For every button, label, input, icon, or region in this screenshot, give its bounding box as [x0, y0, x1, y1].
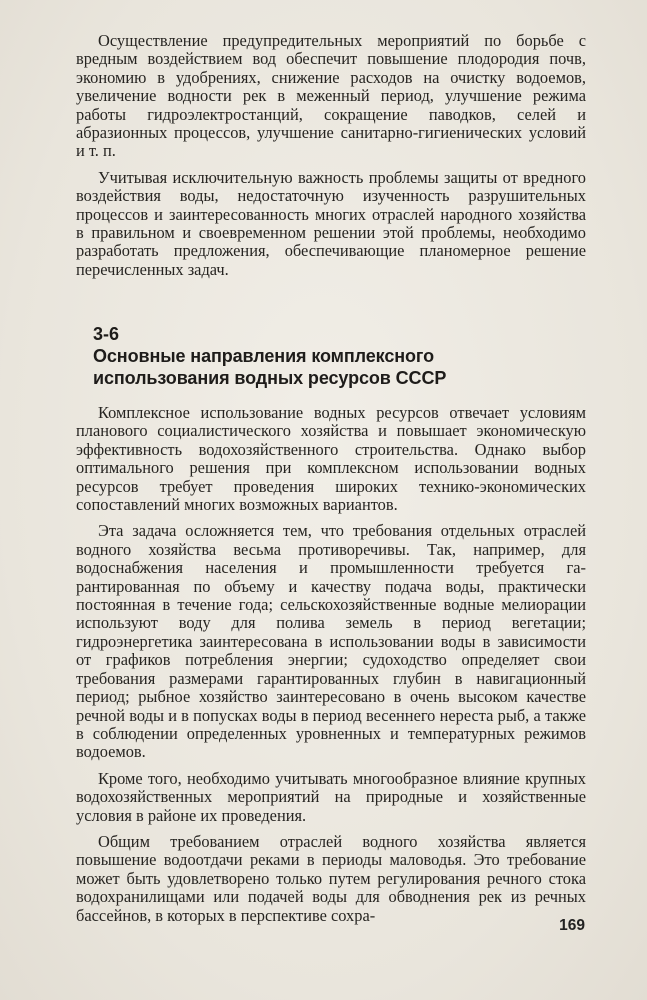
- section-heading: [93, 323, 573, 389]
- page-number: 169: [559, 917, 585, 934]
- section-title-line-1: Основные направления комплексного: [93, 346, 434, 366]
- section-number: 3-6: [93, 324, 120, 344]
- paragraph-contradictory-requirements: Эта задача осложняется тем, что требования отдельных отраслей водного хозяйства весьма противоречивы. Так, например, для водоснабжения населения и промышленности требуется гарантированная по объему и качеству подача воды, практически постоянная в течение года; сельскохозяйственные водные мелиорации используют воду для полива земель в период вегетации; гидроэнергетика заинтересована в использовании воды в зависимости от графиков потребления энергии; судоходство определяет свои требования размерами гарантированных глубин в навигационный период; рыбное хозяйство заинтересовано в очень высоком качестве речной воды и в попусках воды в период весеннего нереста рыб, а также в соблюдении определенных уровненных и температурных режимов водоемов.: [76, 521, 586, 762]
- section-title-line-2: использования водных ресурсов СССР: [93, 368, 447, 388]
- paragraph-influence: Кроме того, необходимо учитывать многообразное влияние крупных водохозяйственных мероприятий на природные и хозяйственные условия в районе их проведения.: [76, 768, 586, 825]
- section-body: [76, 404, 586, 925]
- paragraph-complex-use: Комплексное использование водных ресурсов отвечает условиям планового социалистического хозяйства и повышает экономическую эффективность водохозяйственного строительства. Однако выбор оптимального решения при комплексном использовании водных ресурсов требует проведения широких технико-экономических сопоставлений многих возможных вариантов.: [76, 403, 586, 515]
- top-text-block: [76, 32, 586, 279]
- paragraph-protection-problem: Учитывая исключительную важность проблемы защиты от вредного воздействия воды, недостаточную изученность разрушительных процессов и заинтересованность многих отраслей народного хозяйства в правильном и своевременном решении этой проблемы, необходимо разработать предложения, обеспечивающие планомерное решение перечисленных задач.: [76, 167, 586, 279]
- paragraph-prevention-benefits: Осуществление предупредительных мероприятий по борьбе с вредным воздействием вод обеспечит повышение плодородия почв, экономию в удобрениях, снижение расходов на очистку водоемов, увеличение водности рек в меженный период, улучшение режима работы гидроэлектростанций, сокращение паводков, селей и абразионных процессов, улучшение санитарно-гигиенических условий и т. п.: [76, 31, 586, 161]
- paragraph-common-requirement: Общим требованием отраслей водного хозяйства является повышение водоотдачи реками в периоды маловодья. Это требование может быть удовлетворено только путем регулирования речного стока водохранилищами или подачей воды для обводнения рек из речных бассейнов, в которых в перспективе сохра-: [76, 831, 586, 925]
